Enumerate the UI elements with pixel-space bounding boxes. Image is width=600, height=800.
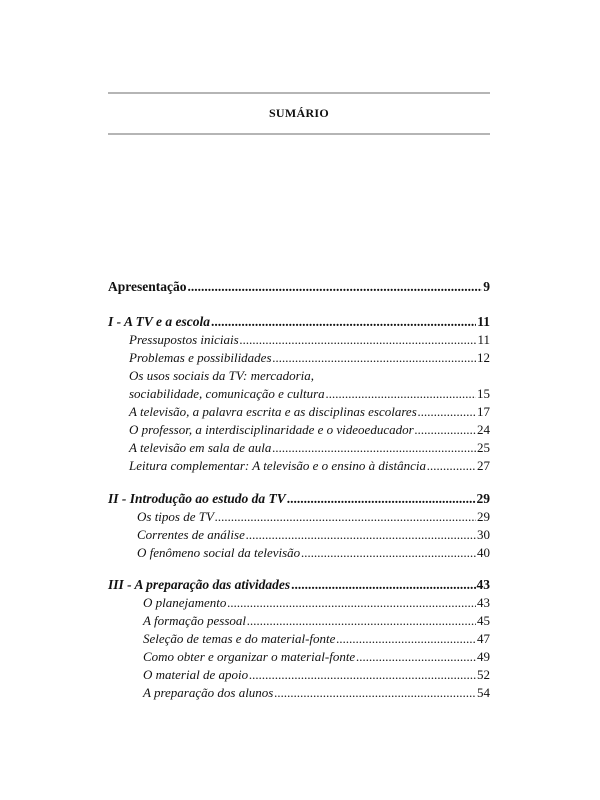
bottom-rule — [108, 133, 490, 135]
toc-entry-label: sociabilidade, comunicação e cultura — [129, 386, 325, 401]
toc-entry-page: 15 — [477, 386, 490, 401]
toc-entry-page: 11 — [477, 314, 490, 329]
toc-entry-page: 27 — [477, 458, 490, 473]
toc-entry-usos-sociais — [129, 385, 490, 403]
toc-entry-planejamento — [143, 594, 490, 612]
toc-entry-page: 49 — [477, 649, 490, 664]
toc-entry-page: 40 — [477, 545, 490, 560]
dot-leader — [301, 544, 476, 562]
toc-entry-page: 25 — [477, 440, 490, 455]
toc-entry-page: 24 — [477, 422, 490, 437]
dot-leader — [287, 490, 476, 508]
toc-entry-label: O material de apoio — [143, 667, 249, 682]
toc-entry-label: Apresentação — [108, 279, 187, 294]
toc-entry-label: A televisão, a palavra escrita e as disciplinas escolares — [129, 404, 417, 419]
dot-leader — [249, 666, 476, 684]
dot-leader — [227, 594, 476, 612]
toc-entry-label: A formação pessoal — [143, 613, 247, 628]
dot-leader — [273, 349, 476, 367]
toc-entry-material-de-apoio — [143, 666, 490, 684]
toc-entry-preparacao-alunos — [143, 684, 490, 702]
toc-entry-page: 29 — [477, 509, 490, 524]
toc-entry-page: 9 — [483, 279, 490, 294]
toc-entry-formacao-pessoal — [143, 612, 490, 630]
toc-entry-label: O professor, a interdisciplinaridade e o videoeducador — [129, 422, 414, 437]
toc-entry-page: 45 — [477, 613, 490, 628]
toc-entry-label: A televisão em sala de aula — [129, 440, 272, 455]
toc-entry-label: III - A preparação das atividades — [108, 577, 291, 592]
toc-entry-page: 29 — [476, 491, 490, 506]
toc-entry-label: I - A TV e a escola — [108, 314, 210, 329]
dot-leader — [418, 403, 476, 421]
toc-entry-page: 17 — [477, 404, 490, 419]
dot-leader — [247, 612, 476, 630]
toc-entry-leitura-complementar — [129, 457, 490, 475]
toc-entry-label: O fenômeno social da televisão — [137, 545, 301, 560]
toc-entry-page: 54 — [477, 685, 490, 700]
dot-leader — [246, 526, 476, 544]
toc-entry-label: Pressupostos iniciais — [129, 332, 239, 347]
dot-leader — [356, 648, 476, 666]
dot-leader — [188, 278, 483, 296]
toc-entry-pressupostos — [129, 331, 490, 349]
toc-entry-usos-line1: Os usos sociais da TV: mercadoria, — [129, 368, 315, 383]
toc-entry-page: 43 — [476, 577, 490, 592]
dot-leader — [240, 331, 477, 349]
toc-section-3 — [108, 576, 490, 594]
toc-entry-label: Correntes de análise — [137, 527, 245, 542]
toc-entry-label: A preparação dos alunos — [143, 685, 274, 700]
toc-entry-label: Seleção de temas e do material-fonte — [143, 631, 336, 646]
toc-entry-label: Os tipos de TV — [137, 509, 214, 524]
page-title: SUMÁRIO — [268, 106, 330, 120]
dot-leader — [291, 576, 475, 594]
toc-entry-label: II - Introdução ao estudo da TV — [108, 491, 286, 506]
toc-entry-label: Como obter e organizar o material-fonte — [143, 649, 356, 664]
toc-entry-obter-organizar — [143, 648, 490, 666]
dot-leader — [326, 385, 476, 403]
dot-leader — [415, 421, 476, 439]
dot-leader — [211, 313, 476, 331]
dot-leader — [274, 684, 476, 702]
top-rule — [108, 92, 490, 94]
toc-entry-problemas — [129, 349, 490, 367]
dot-leader — [272, 439, 476, 457]
toc-entry-label: Leitura complementar: A televisão e o ensino à distância — [129, 458, 427, 473]
toc-entry-selecao-de-temas — [143, 630, 490, 648]
toc-section-2 — [108, 490, 490, 508]
toc-entry-label: O planejamento — [143, 595, 227, 610]
toc-entry-palavra-escrita — [129, 403, 490, 421]
toc-entry-page: 12 — [477, 350, 490, 365]
toc-entry-page: 47 — [477, 631, 490, 646]
toc-entry-page: 43 — [477, 595, 490, 610]
dot-leader — [215, 508, 476, 526]
toc-entry-professor — [129, 421, 490, 439]
toc-entry-page: 52 — [477, 667, 490, 682]
toc-entry-page: 30 — [477, 527, 490, 542]
toc-section-1 — [108, 313, 490, 331]
toc-entry-sala-de-aula — [129, 439, 490, 457]
toc-entry-tipos-de-tv — [137, 508, 490, 526]
toc-entry-fenomeno-social — [137, 544, 490, 562]
toc-entry-correntes — [137, 526, 490, 544]
dot-leader — [336, 630, 476, 648]
toc-entry-page: 11 — [477, 332, 490, 347]
toc-entry-apresentacao — [108, 278, 490, 296]
toc-entry-label: Problemas e possibilidades — [129, 350, 272, 365]
dot-leader — [427, 457, 476, 475]
